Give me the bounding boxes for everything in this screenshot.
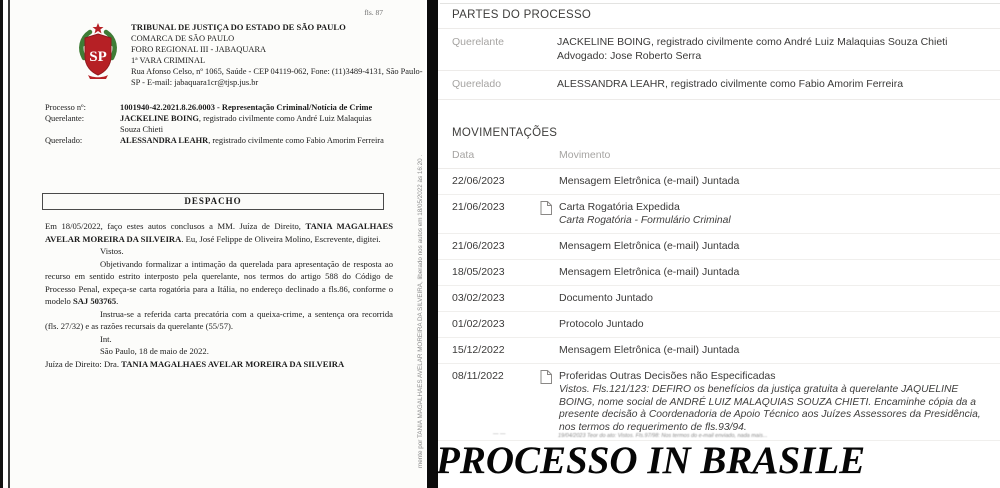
party-lawyer-line: Advogado: Jose Roberto Serra xyxy=(557,49,702,62)
movement-date: 15/12/2022 xyxy=(452,344,505,356)
movement-date: 21/06/2023 xyxy=(452,200,505,213)
table-row xyxy=(438,338,1000,364)
party-name-line: JACKELINE BOING, registrado civilmente como André Luiz Malaquias Souza Chieti xyxy=(557,36,948,48)
movement-title: Mensagem Eletrônica (e-mail) Juntada xyxy=(559,240,740,252)
paragraph-text: Em 18/05/2022, faço estes autos conclusos a MM. Juíza de Direito, xyxy=(45,221,306,231)
table-row xyxy=(438,286,1000,312)
movement-text xyxy=(559,370,994,434)
table-row xyxy=(438,260,1000,286)
querelante-name: JACKELINE BOING xyxy=(120,114,199,123)
movement-date: 21/06/2023 xyxy=(452,240,505,252)
movement-title: Proferidas Outras Decisões não Especificadas xyxy=(559,370,776,382)
court-header-text xyxy=(131,22,423,88)
movimentacoes-section-title: MOVIMENTAÇÕES xyxy=(452,126,558,139)
partes-row-querelante xyxy=(438,29,1000,71)
comarca-line: COMARCA DE SÃO PAULO xyxy=(131,34,235,43)
process-number-row xyxy=(45,102,393,113)
querelante-rest: , registrado civilmente como André Luiz Malaquias Souza Chieti xyxy=(120,114,372,134)
left-scan-edge xyxy=(0,0,3,488)
digital-signature-vertical-stamp: mente por TANIA MAGALHAES AVELAR MOREIRA DA SILVEIRA, liberado nos autos em 18/05/2022 às 16:20 . xyxy=(417,154,424,468)
document-page-icon[interactable] xyxy=(540,201,552,215)
column-header-data: Data xyxy=(452,148,475,161)
movement-title: Carta Rogatória Expedida xyxy=(559,200,680,213)
movement-title: Protocolo Juntado xyxy=(559,318,644,330)
process-number-label: Processo nº: xyxy=(45,103,86,112)
conclusos-paragraph xyxy=(45,220,393,245)
party-name-line: ALESSANDRA LEAHR, registrado civilmente como Fabio Amorim Ferreira xyxy=(557,78,904,90)
sao-paulo-coat-of-arms-icon xyxy=(74,22,122,80)
icon-cell xyxy=(540,370,559,388)
instrucao-paragraph: Instrua-se a referida carta precatória com a queixa-crime, a sentença ora recorrida (fls. 27/32) e as razões recursais da querelante (55/57). xyxy=(45,308,393,331)
movimentacoes-section xyxy=(438,118,1000,442)
movement-date: 08/11/2022 xyxy=(452,370,504,382)
process-info-block xyxy=(45,102,393,146)
movement-date: 01/02/2023 xyxy=(452,318,505,330)
scan-separator-bar xyxy=(427,0,438,488)
querelante-value xyxy=(120,113,393,135)
column-header-movimento: Movimento xyxy=(559,148,611,161)
querelado-name: ALESSANDRA LEAHR xyxy=(120,136,209,145)
movement-subtitle: Vistos. Fls.121/123: DEFIRO os benefícios da justiça gratuita à querelante JAQUELINE BOING, nome social de ANDRÉ LUIZ MALAQUIAS SOUZA CHIETI. Encaminhe cópia da a presente decisão à Coordenadoria de Apoio Técnico aos Juízes Assessores da Presidência, nos termos do requerimento de fls.93/94. xyxy=(559,384,981,433)
movement-subtitle: Carta Rogatória - Formulário Criminal xyxy=(559,214,731,226)
table-row xyxy=(438,169,1000,195)
vara-line: 1ª VARA CRIMINAL xyxy=(131,56,206,65)
movement-title: Mensagem Eletrônica (e-mail) Juntada xyxy=(559,174,740,187)
movement-date: 18/05/2023 xyxy=(452,266,505,278)
querelante-label: Querelante: xyxy=(45,114,85,123)
table-row xyxy=(438,195,1000,235)
movement-title: Mensagem Eletrônica (e-mail) Juntada xyxy=(559,266,740,278)
page-number-ref: fls. 87 xyxy=(364,8,383,17)
movement-title: Documento Juntado xyxy=(559,292,653,304)
court-document-page xyxy=(10,0,425,488)
table-row xyxy=(438,234,1000,260)
judge-name-bold: TANIA MAGALHAES AVELAR MOREIRA DA SILVEIRA xyxy=(45,221,393,244)
movement-title: Mensagem Eletrônica (e-mail) Juntada xyxy=(559,344,740,356)
querelado-value xyxy=(120,135,393,146)
table-row xyxy=(438,312,1000,338)
processo-in-brasile-caption: PROCESSO IN BRASILE xyxy=(436,439,866,482)
movement-date: 22/06/2023 xyxy=(452,174,505,187)
document-page-icon[interactable] xyxy=(540,370,552,384)
movement-text xyxy=(559,201,994,228)
icon-cell xyxy=(540,201,559,219)
partes-section-title: PARTES DO PROCESSO xyxy=(452,9,592,21)
address-line: Rua Afonso Celso, nº 1065, Saúde - CEP 04119-062, Fone: (11)3489-4131, São Paulo-SP - E-mail: jabaquara1cr@tjsp.jus.br xyxy=(131,67,423,87)
table-row xyxy=(438,364,1000,441)
paragraph-text: . xyxy=(116,296,119,306)
vistos-paragraph: Vistos. xyxy=(100,246,124,256)
partes-value xyxy=(557,36,1000,63)
svg-text:SP: SP xyxy=(89,49,107,65)
querelante-row xyxy=(45,113,393,135)
partes-label: Querelado xyxy=(452,78,502,90)
saj-model-bold: SAJ 503765 xyxy=(72,296,117,306)
signature-label: Juíza de Direito: Dra. xyxy=(45,358,122,369)
paragraph-text: Objetivando formalizar a intimação da querelada para apresentação de resposta ao recurso em sentido estrito interposto pela querelante, nos termos do artigo 588 do Código de Processo Penal, expeça-se carta rogatória para a Itália, no endereço declinado a fls.86, conforme o modelo xyxy=(45,258,393,306)
process-detail-panel xyxy=(438,0,1000,488)
despacho-body xyxy=(45,220,393,370)
querelado-rest: , registrado civilmente como Fabio Amorim Ferreira xyxy=(208,136,384,145)
partes-value xyxy=(557,78,1000,92)
querelado-label: Querelado: xyxy=(45,136,83,145)
despacho-title-box: DESPACHO xyxy=(42,193,384,210)
int-paragraph: Int. xyxy=(100,333,112,344)
foro-line: FORO REGIONAL III - JABAQUARA xyxy=(131,45,267,54)
date-place-paragraph: São Paulo, 18 de maio de 2022. xyxy=(100,346,209,356)
carta-rogatoria-paragraph xyxy=(45,258,393,308)
process-number-value: 1001940-42.2021.8.26.0003 - Representação Criminal/Notícia de Crime xyxy=(120,103,373,112)
blurred-partial-row: 19/04/2023 Teor do ato: Vistos. Fls.97/98: Nos termos do e-mail enviado, nada mais... xyxy=(558,433,768,439)
signature-name-bold: TANIA MAGALHAES AVELAR MOREIRA DA SILVEIRA xyxy=(121,358,345,369)
movimentacoes-column-headers xyxy=(438,141,1000,169)
judge-signature-line xyxy=(45,358,393,371)
blurred-partial-row-date: — — xyxy=(493,431,506,437)
document-header xyxy=(74,22,423,88)
panel-top-divider xyxy=(440,3,1000,4)
partes-label: Querelante xyxy=(452,36,504,48)
partes-row-querelado xyxy=(438,71,1000,100)
paragraph-text: . Eu, José Felippe de Oliveira Molino, Escrevente, digitei. xyxy=(181,233,381,244)
querelado-row xyxy=(45,135,393,146)
court-name: TRIBUNAL DE JUSTIÇA DO ESTADO DE SÃO PAULO xyxy=(131,22,346,32)
movement-date: 03/02/2023 xyxy=(452,292,505,304)
